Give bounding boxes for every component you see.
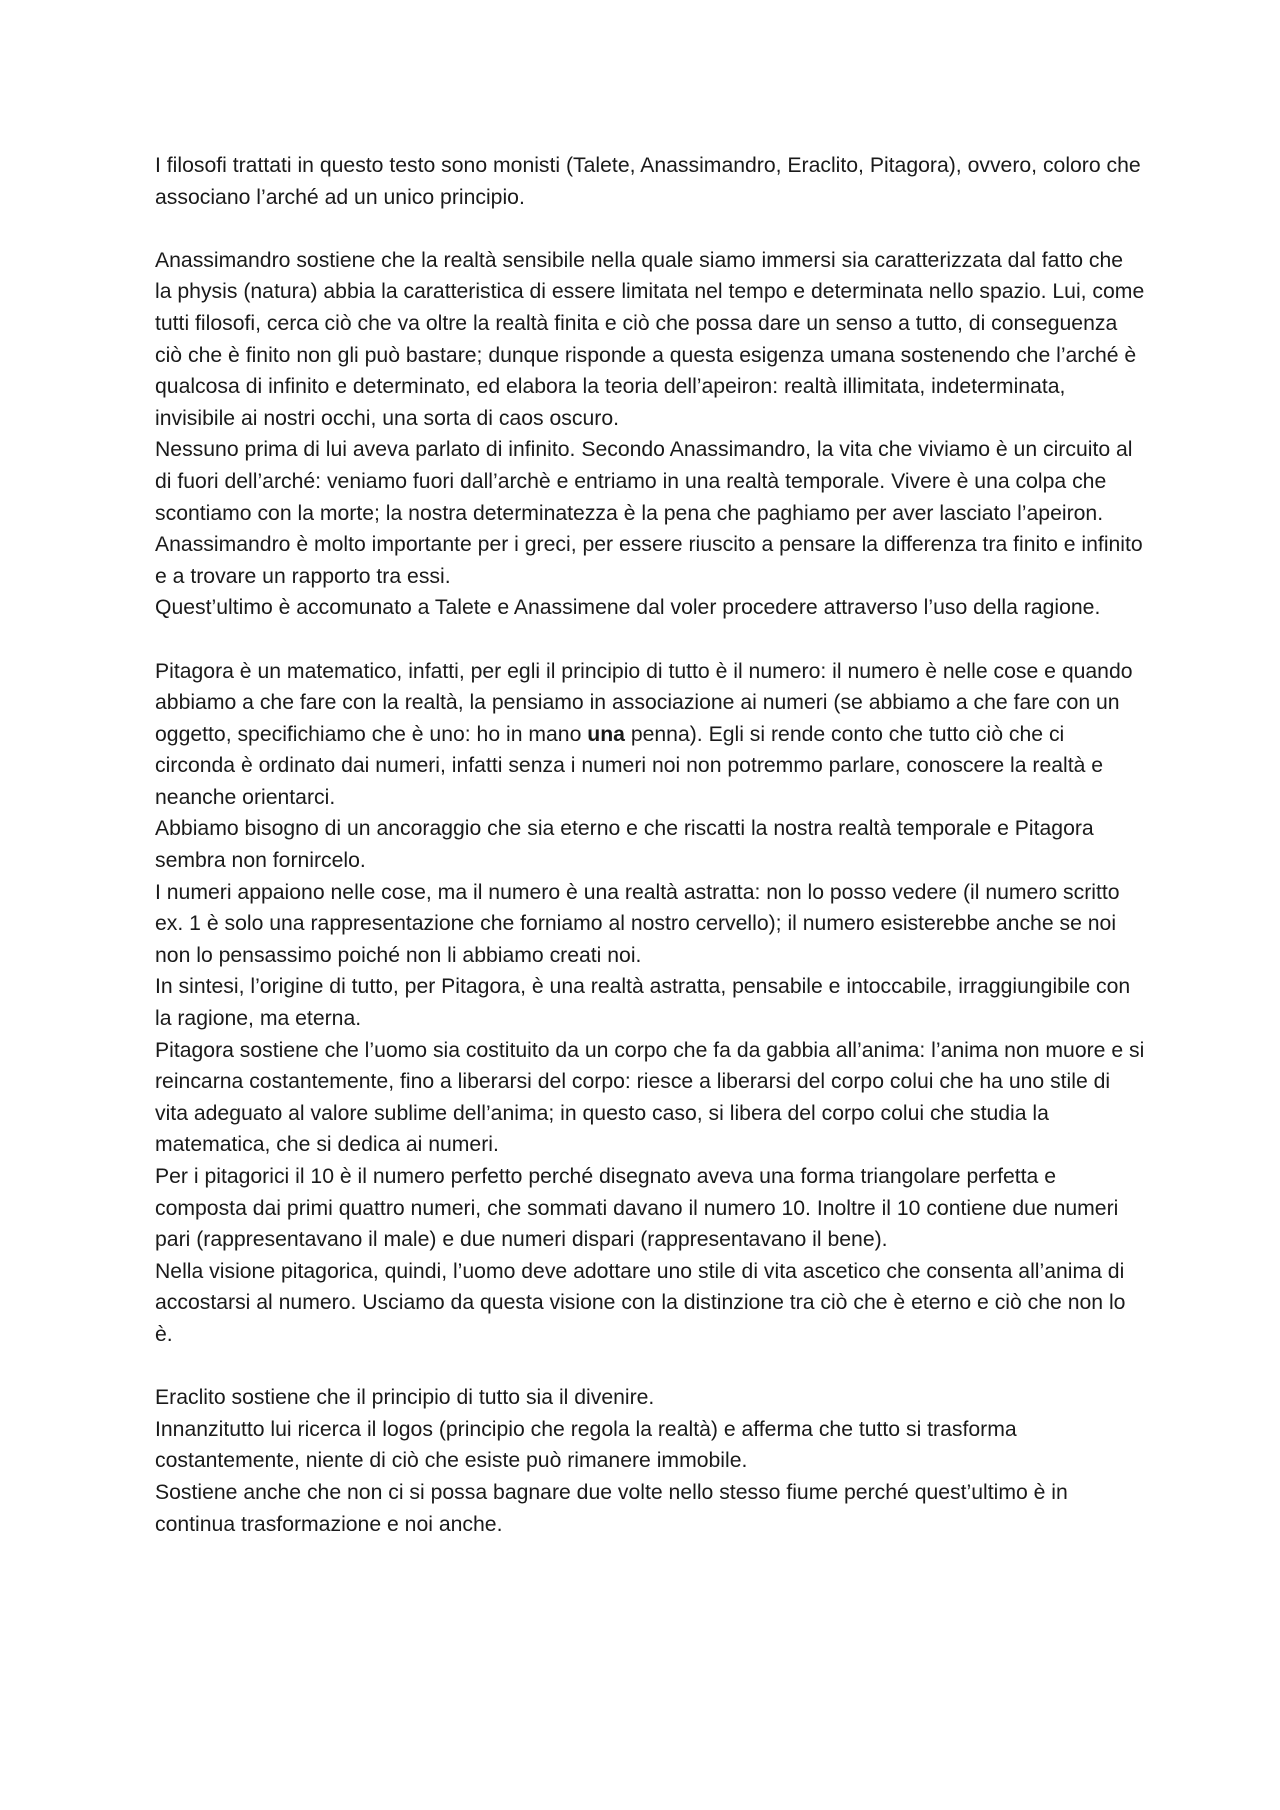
- paragraph-gap: [155, 1351, 1145, 1383]
- pitagora-text-after-bold: penna). Egli si rende conto che tutto ciò che ci circonda è ordinato dai numeri, infatti senza i numeri noi non potremmo parlare, conoscere la realtà e neanche orientarci.: [155, 722, 1104, 809]
- anassimandro-paragraph-3: Anassimandro è molto importante per i greci, per essere riuscito a pensare la differenza tra finito e infinito e a trovare un rapporto tra essi.: [155, 533, 1143, 588]
- paragraph-gap: [155, 213, 1145, 245]
- document-page: [155, 150, 1145, 1540]
- pitagora-text-before-bold: Pitagora è un matematico, infatti, per egli il principio di tutto è il numero: il numero è nelle cose e quando abbiamo a che fare con la realtà, la pensiamo in associazione ai numeri (se abbiamo a che fare con un oggetto, specifichiamo che è uno: ho in mano: [155, 659, 1133, 746]
- pitagora-paragraph-5: Pitagora sostiene che l’uomo sia costituito da un corpo che fa da gabbia all’anima: l’anima non muore e si reincarna costantemente, fino a liberarsi del corpo: riesce a liberarsi del corpo colui che ha uno stile di vita adeguato al valore sublime dell’anima; in questo caso, si libera del corpo colui che studia la matematica, che si dedica ai numeri.: [155, 1038, 1145, 1157]
- pitagora-paragraph-2: Abbiamo bisogno di un ancoraggio che sia eterno e che riscatti la nostra realtà temporale e Pitagora sembra non fornircelo.: [155, 817, 1094, 873]
- eraclito-paragraph-2: Innanzitutto lui ricerca il logos (principio che regola la realtà) e afferma che tutto si trasforma costantemente, niente di ciò che esiste può rimanere immobile.: [155, 1417, 1017, 1473]
- pitagora-paragraph-4: In sintesi, l’origine di tutto, per Pitagora, è una realtà astratta, pensabile e intoccabile, irraggiungibile con la ragione, ma eterna.: [155, 975, 1131, 1031]
- eraclito-paragraph-3: Sostiene anche che non ci si possa bagnare due volte nello stesso fiume perché quest’ultimo è in continua trasformazione e noi anche.: [155, 1480, 1068, 1536]
- pitagora-paragraph-3: I numeri appaiono nelle cose, ma il numero è una realtà astratta: non lo posso vedere (il numero scritto ex. 1 è solo una rappresentazione che forniamo al nostro cervello); il numero esisterebbe anche se noi non lo pensassimo poiché non li abbiamo creati noi.: [155, 880, 1120, 967]
- anassimandro-paragraph-1: Anassimandro sostiene che la realtà sensibile nella quale siamo immersi sia caratterizzata dal fatto che la physis (natura) abbia la caratteristica di essere limitata nel tempo e determinata nello spazio. Lui, come tutti filosofi, cerca ciò che va oltre la realtà finita e ciò che possa dare un senso a tutto, di conseguenza ciò che è finito non gli può bastare; dunque risponde a questa esigenza umana sostenendo che l’arché è qualcosa di infinito e determinato, ed elabora la teoria dell’apeiron: realtà illimitata, indeterminata, invisibile ai nostri occhi, una sorta di caos oscuro.: [155, 248, 1145, 430]
- eraclito-paragraph-1: Eraclito sostiene che il principio di tutto sia il divenire.: [155, 1386, 655, 1410]
- pitagora-paragraph-1: [155, 656, 1145, 814]
- pitagora-paragraph-6: Per i pitagorici il 10 è il numero perfetto perché disegnato aveva una forma triangolare perfetta e composta dai primi quattro numeri, che sommati davano il numero 10. Inoltre il 10 contiene due numeri pari (rappresentavano il male) e due numeri dispari (rappresentavano il bene).: [155, 1165, 1119, 1252]
- intro-paragraph: I filosofi trattati in questo testo sono monisti (Talete, Anassimandro, Eraclito, Pitagora), ovvero, coloro che associano l’arché ad un unico principio.: [155, 154, 1141, 209]
- anassimandro-paragraph-4: Quest’ultimo è accomunato a Talete e Anassimene dal voler procedere attraverso l’uso della ragione.: [155, 596, 1101, 620]
- pitagora-paragraph-7: Nella visione pitagorica, quindi, l’uomo deve adottare uno stile di vita ascetico che consenta all’anima di accostarsi al numero. Usciamo da questa visione con la distinzione tra ciò che è eterno e ciò che non lo è.: [155, 1259, 1126, 1346]
- paragraph-gap: [155, 624, 1145, 656]
- anassimandro-paragraph-2: Nessuno prima di lui aveva parlato di infinito. Secondo Anassimandro, la vita che viviamo è un circuito al di fuori dell’arché: veniamo fuori dall’archè e entriamo in una realtà temporale. Vivere è una colpa che scontiamo con la morte; la nostra determinatezza è la pena che paghiamo per aver lasciato l’apeiron.: [155, 438, 1133, 525]
- pitagora-bold-word: una: [587, 722, 625, 746]
